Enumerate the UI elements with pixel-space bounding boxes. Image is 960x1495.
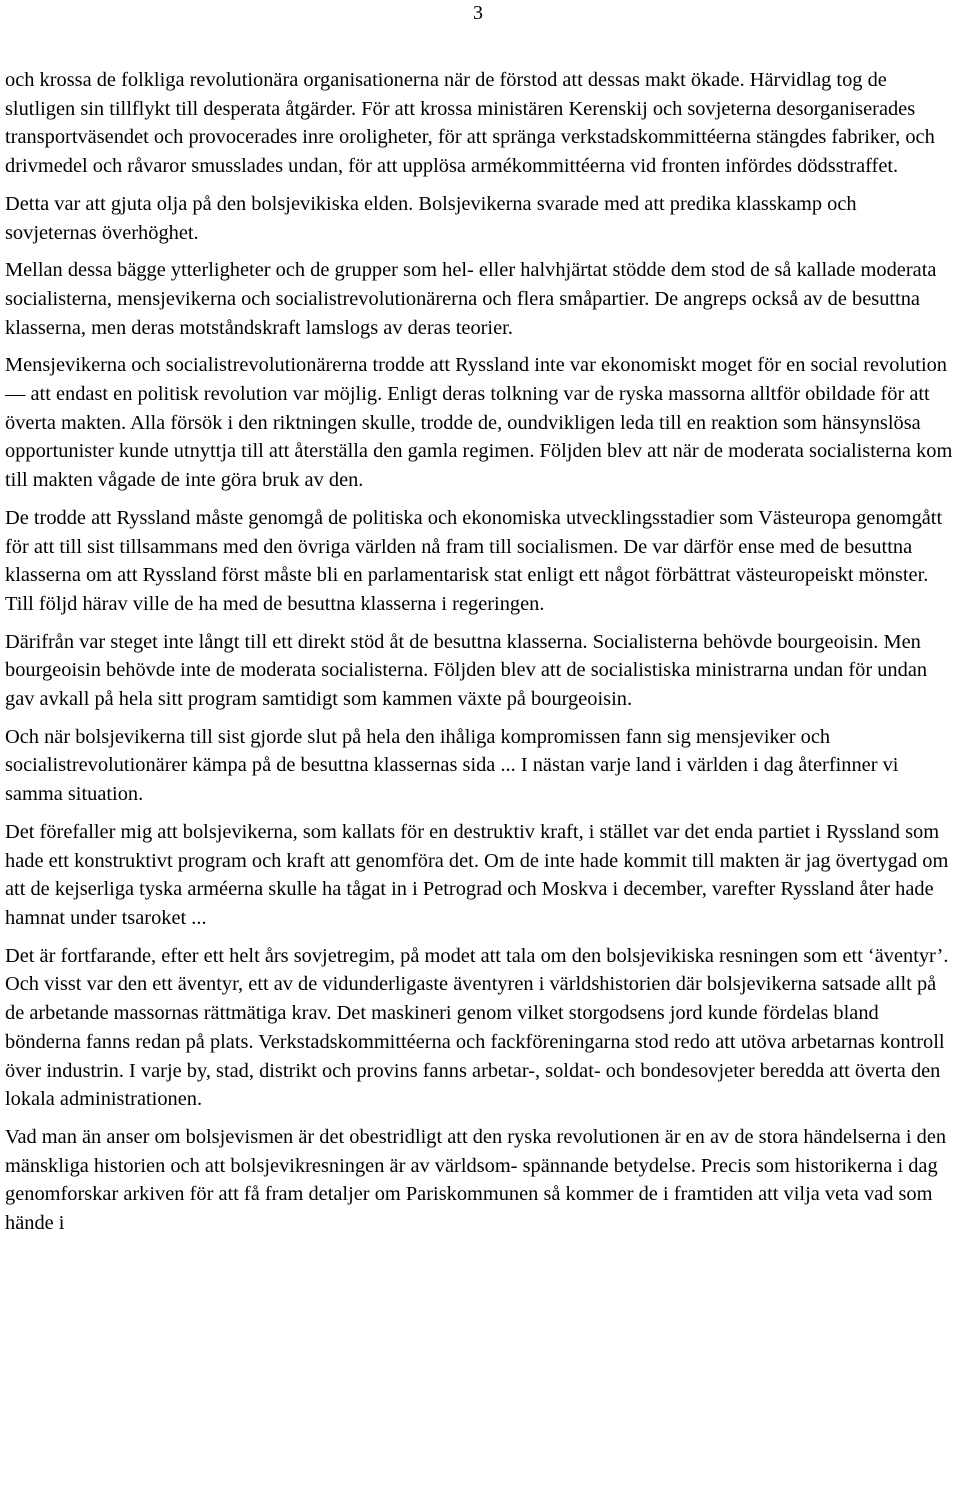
paragraph-8: Det förefaller mig att bolsjevikerna, som kallats för en destruktiv kraft, i stället var det enda partiet i Ryssland som hade ett konstruktivt program och kraft att genomföra det. Om de inte hade kommit till makten är jag övertygad om att de kejserliga tyska arméerna skulle ha tågat in i Petrograd och Moskva i december, varefter Ryssland åter hade hamnat under tsaroket ...	[5, 820, 949, 929]
paragraph-7: Och när bolsjevikerna till sist gjorde slut på hela den ihåliga kompromissen fann sig mensjeviker och socialistrevolutionärer kämpa på de besuttna klassernas sida ... I nästan varje land i världen i dag återfinner vi samma situation.	[5, 725, 899, 806]
paragraph-6: Därifrån var steget inte långt till ett direkt stöd åt de besuttna klasserna. Socialisterna behövde bourgeoisin. Men bourgeoisin behövde inte de moderata socialisterna. Följden blev att de socialistiska ministrarna undan för undan gav avkall på hela sitt program samtidigt som kammen växte på bourgeoisin.	[5, 630, 928, 711]
page-number: 3	[473, 2, 483, 24]
paragraph-1: och krossa de folkliga revolutionära organisationerna när de förstod att dessas makt ökade. Härvidlag tog de slutligen sin tillflykt till desperata åtgärder. För att krossa ministären Kerenskij och sovjeterna desorganiserades transportväsendet och provocerades inre oroligheter, för att spränga verkstadskommittéerna stängdes fabriker, och drivmedel och råvaror smusslades undan, för att upplösa armékommittéerna vid fronten infördes dödsstraffet.	[5, 69, 935, 178]
paragraph-3: Mellan dessa bägge ytterligheter och de grupper som hel- eller halvhjärtat stödde dem stod de så kallade moderata socialisterna, mensjevikerna och socialistrevolutionärerna och flera småpartier. De angreps också av de besuttna klasserna, men deras motståndskraft lamslogs av deras teorier.	[5, 259, 937, 339]
paragraph-5: De trodde att Ryssland måste genomgå de politiska och ekonomiska utvecklingsstadier som Västeuropa genomgått för att till sist tillsammans med den övriga världen nå fram till socialismen. De var därför ense med de besuttna klasserna om att Ryssland först måste bli en parlamentarisk stat enligt ett något förbättrat västeuropeiskt mönster. Till följd härav ville de ha med de besuttna klasserna i regeringen.	[5, 506, 943, 615]
paragraph-2: Detta var att gjuta olja på den bolsjevikiska elden. Bolsjevikerna svarade med att predika klasskamp och sovjeternas överhöghet.	[5, 192, 857, 244]
document-body	[5, 66, 953, 1247]
paragraph-9: Det är fortfarande, efter ett helt års sovjetregim, på modet att tala om den bolsjevikiska resningen som ett ‘äventyr’. Och visst var den ett äventyr, ett av de vidunderligaste äventyren i världshistorien där bolsjevikerna satsade allt på de arbetande massornas rättmätiga krav. Det maskineri genom vilket storgodsens jord kunde fördelas bland bönderna fanns redan på plats. Verkstadskommittéerna och fackföreningarna stod redo att utöva arbetarnas kontroll över industrin. I varje by, stad, distrikt och provins fanns arbetar-, soldat- och bondesovjeter beredda att överta den lokala administrationen.	[5, 944, 949, 1111]
paragraph-10: Vad man än anser om bolsjevismen är det obestridligt att den ryska revolutionen är en av de stora händelserna i den mänskliga historien och att bolsjevikresningen är av världsom- spännande betydelse. Precis som historikerna i dag genomforskar arkiven för att få fram detaljer om Pariskommunen så kommer de i framtiden att vilja veta vad som hände i	[5, 1125, 947, 1235]
paragraph-4: Mensjevikerna och socialistrevolutionärerna trodde att Ryssland inte var ekonomiskt moget för en social revolution — att endast en politisk revolution var möjlig. Enligt deras tolkning var de ryska massorna alltför obildade för att överta makten. Alla försök i den riktningen skulle, trodde de, oundvikligen leda till en reaktion som hänsynslösa opportunister kunde utnyttja till att återställa den gamla regimen. Följden blev att när de moderata socialisterna kom till makten vågade de inte göra bruk av den.	[5, 354, 953, 492]
